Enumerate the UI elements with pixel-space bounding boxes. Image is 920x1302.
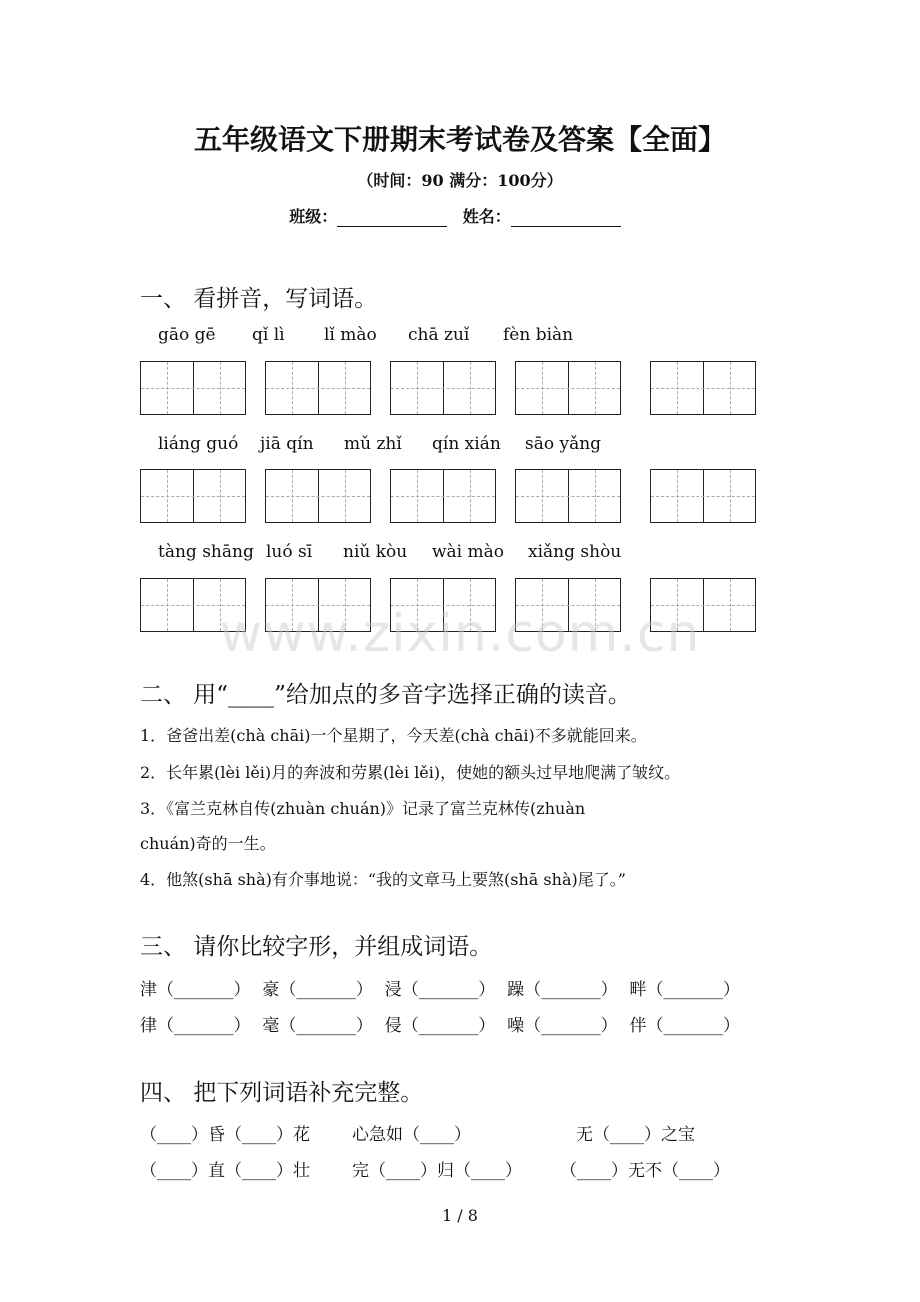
compare-item[interactable]: 律（_______）: [140, 1016, 251, 1036]
class-label: 班级：: [289, 207, 338, 226]
pinyin: luó sī: [266, 542, 313, 562]
writing-box[interactable]: [390, 361, 496, 415]
idiom-item[interactable]: 心急如（____）: [352, 1125, 471, 1145]
writing-grid-row-1: [140, 361, 760, 415]
section-1-heading: 一、 看拼音，写词语。: [140, 286, 378, 312]
writing-box[interactable]: [265, 361, 371, 415]
class-blank[interactable]: [337, 210, 447, 227]
writing-box[interactable]: [515, 361, 621, 415]
compare-item[interactable]: 伴（_______）: [629, 1016, 740, 1036]
question-line: 1．爸爸出差(chà chāi)一个星期了，今天差(chà chāi)不多就能回来。: [140, 726, 647, 745]
pinyin: gāo gē: [158, 325, 216, 345]
compare-item[interactable]: 噪（_______）: [507, 1016, 618, 1036]
compare-item[interactable]: 豪（_______）: [262, 980, 373, 1000]
writing-box[interactable]: [140, 469, 246, 523]
pinyin: lǐ mào: [324, 325, 377, 345]
writing-box[interactable]: [650, 469, 756, 523]
watermark: www.zixin.com.cn: [219, 604, 701, 664]
question-line: 3．《富兰克林自传(zhuàn chuán)》记录了富兰克林传(zhuàn: [140, 799, 586, 818]
exam-info: （时间：90 满分：100分）: [357, 171, 563, 190]
pinyin: xiǎng shòu: [528, 542, 622, 562]
student-info: [0, 204, 920, 227]
compare-item[interactable]: 浸（_______）: [384, 980, 496, 1000]
pinyin-row-2: [140, 434, 760, 456]
writing-box[interactable]: [265, 469, 371, 523]
compare-item[interactable]: 侵（_______）: [384, 1016, 496, 1036]
question-line: 2．长年累(lèi lěi)月的奔波和劳累(lèi lěi)，使她的额头过早地爬满了皱纹。: [140, 763, 681, 782]
idiom-item[interactable]: 无（____）之宝: [576, 1125, 695, 1145]
idiom-item[interactable]: （____）无不（____）: [560, 1161, 730, 1181]
compare-row-2: [140, 1011, 740, 1036]
pinyin: mǔ zhǐ: [344, 434, 402, 454]
writing-box[interactable]: [650, 361, 756, 415]
compare-row-1: [140, 975, 740, 1000]
writing-grid-row-2: [140, 469, 760, 523]
pinyin-row-1: [140, 325, 760, 347]
section-3-heading: 三、 请你比较字形，并组成词语。: [140, 934, 493, 960]
section-4-heading: 四、 把下列词语补充完整。: [140, 1080, 424, 1106]
compare-item[interactable]: 津（_______）: [140, 980, 251, 1000]
writing-box[interactable]: [515, 469, 621, 523]
pinyin: liáng guó: [158, 434, 239, 454]
idiom-item[interactable]: （____）昏（____）花: [140, 1125, 310, 1145]
pinyin: qín xián: [432, 434, 501, 454]
compare-item[interactable]: 毫（_______）: [262, 1016, 373, 1036]
idiom-item[interactable]: 完（____）归（____）: [352, 1161, 522, 1181]
page-number: 1 / 8: [442, 1206, 478, 1225]
compare-item[interactable]: 畔（_______）: [629, 980, 740, 1000]
pinyin: niǔ kòu: [343, 542, 408, 562]
pinyin: fèn biàn: [503, 325, 574, 345]
compare-item[interactable]: 躁（_______）: [507, 980, 618, 1000]
name-blank[interactable]: [511, 210, 621, 227]
question-line: 4．他煞(shā shà)有介事地说：“我的文章马上要煞(shā shà)尾了。”: [140, 870, 626, 889]
page-title: 五年级语文下册期末考试卷及答案【全面】: [193, 123, 726, 156]
writing-box[interactable]: [390, 469, 496, 523]
question-line: chuán)奇的一生。: [140, 834, 276, 853]
pinyin-row-3: [140, 542, 760, 564]
name-label: 姓名：: [462, 207, 511, 226]
pinyin: tàng shāng: [158, 542, 254, 562]
writing-box[interactable]: [140, 361, 246, 415]
section-2-heading: 二、 用“____”给加点的多音字选择正确的读音。: [140, 682, 631, 708]
pinyin: qǐ lì: [252, 325, 285, 345]
pinyin: sāo yǎng: [525, 434, 602, 454]
idiom-item[interactable]: （____）直（____）壮: [140, 1161, 310, 1181]
pinyin: jiā qín: [260, 434, 314, 454]
pinyin: wài mào: [432, 542, 505, 562]
pinyin: chā zuǐ: [408, 325, 470, 345]
